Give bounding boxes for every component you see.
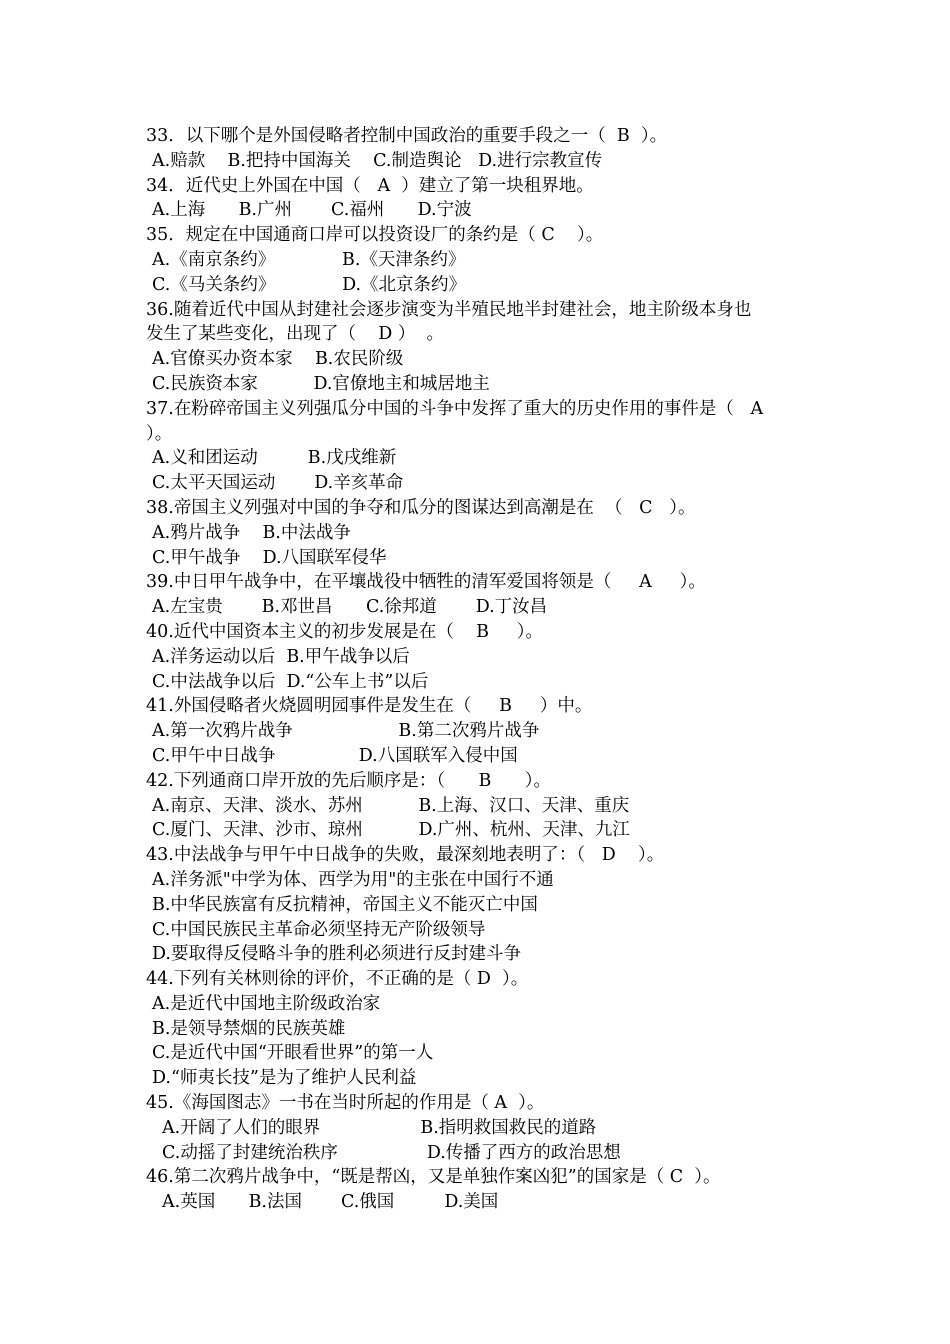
- question-35-options-row2: C.《马关条约》 D.《北京条约》: [152, 274, 467, 295]
- question-38-options-row2: C.甲午战争 D.八国联军侵华: [152, 547, 387, 568]
- question-37-stem-line1: 37.在粉碎帝国主义列强瓜分中国的斗争中发挥了重大的历史作用的事件是（ A: [146, 398, 764, 419]
- question-46-stem: 46.第二次鸦片战争中，“既是帮凶，又是单独作案凶犯”的国家是（ C ）。: [146, 1167, 721, 1188]
- question-46-options: A.英国 B.法国 C.俄国 D.美国: [162, 1192, 499, 1213]
- question-37-stem-line2: ）。: [146, 423, 173, 444]
- question-36-stem-line1: 36.随着近代中国从封建社会逐步演变为半殖民地半封建社会，地主阶级本身也: [146, 299, 752, 320]
- question-44-option-a: A.是近代中国地主阶级政治家: [152, 993, 381, 1014]
- question-35-stem: 35．规定在中国通商口岸可以投资设厂的条约是（ C ）。: [146, 225, 604, 246]
- question-37-options-row2: C.太平天国运动 D.辛亥革命: [152, 473, 404, 494]
- question-44-stem: 44.下列有关林则徐的评价，不正确的是（ D ）。: [146, 969, 529, 990]
- question-38-options-row1: A.鸦片战争 B.中法战争: [152, 522, 351, 543]
- question-44-option-b: B.是领导禁烟的民族英雄: [152, 1018, 346, 1039]
- question-45-stem: 45.《海国图志》一书在当时所起的作用是（ A ）。: [146, 1093, 545, 1114]
- question-34-stem: 34．近代史上外国在中国（ A ）建立了第一块租界地。: [146, 175, 594, 196]
- question-36-stem-line2: 发生了某些变化，出现了（ D ） 。: [146, 324, 444, 345]
- question-42-stem: 42.下列通商口岸开放的先后顺序是：（ B ）。: [146, 770, 551, 791]
- question-43-option-c: C.中国民族民主革命必须坚持无产阶级领导: [152, 919, 486, 940]
- question-40-options-row2: C.中法战争以后 D.“公车上书”以后: [152, 671, 429, 692]
- question-42-options-row2: C.厦门、天津、沙市、琼州 D.广州、杭州、天津、九江: [152, 820, 630, 841]
- question-list: [146, 124, 826, 1215]
- question-43-option-b: B.中华民族富有反抗精神，帝国主义不能灭亡中国: [152, 894, 538, 915]
- question-40-options-row1: A.洋务运动以后 B.甲午战争以后: [152, 646, 410, 667]
- question-40-stem: 40.近代中国资本主义的初步发展是在（ B ）。: [146, 621, 544, 642]
- question-43-option-d: D.要取得反侵略斗争的胜利必须进行反封建斗争: [152, 944, 521, 965]
- question-44-option-d: D.“师夷长技”是为了维护人民利益: [152, 1068, 417, 1089]
- question-37-options-row1: A.义和团运动 B.戊戌维新: [152, 448, 397, 469]
- question-41-options-row1: A.第一次鸦片战争 B.第二次鸦片战争: [152, 721, 540, 742]
- question-35-options-row1: A.《南京条约》 B.《天津条约》: [152, 249, 466, 270]
- question-39-stem: 39.中日甲午战争中，在平壤战役中牺牲的清军爱国将领是（ A ）。: [146, 572, 706, 593]
- question-39-options: A.左宝贵 B.邓世昌 C.徐邦道 D.丁汝昌: [152, 597, 548, 618]
- question-42-options-row1: A.南京、天津、淡水、苏州 B.上海、汉口、天津、重庆: [152, 795, 630, 816]
- question-36-options-row1: A.官僚买办资本家 B.农民阶级: [152, 349, 404, 370]
- question-33-stem: 33．以下哪个是外国侵略者控制中国政治的重要手段之一（ B ）。: [146, 126, 668, 146]
- question-36-options-row2: C.民族资本家 D.官僚地主和城居地主: [152, 373, 490, 394]
- question-43-stem: 43.中法战争与甲午中日战争的失败，最深刻地表明了：（ D ）。: [146, 845, 665, 866]
- question-45-options-row2: C.动摇了封建统治秩序 D.传播了西方的政治思想: [162, 1142, 621, 1163]
- question-44-option-c: C.是近代中国“开眼看世界”的第一人: [152, 1043, 434, 1064]
- question-43-option-a: A.洋务派"中学为体、西学为用"的主张在中国行不通: [152, 869, 554, 890]
- question-45-options-row1: A.开阔了人们的眼界 B.指明救国救民的道路: [162, 1117, 597, 1138]
- question-41-options-row2: C.甲午中日战争 D.八国联军入侵中国: [152, 745, 518, 766]
- question-33-options: A.赔款 B.把持中国海关 C.制造舆论 D.进行宗教宣传: [152, 150, 603, 171]
- question-34-options: A.上海 B.广州 C.福州 D.宁波: [152, 200, 472, 221]
- question-38-stem: 38.帝国主义列强对中国的争夺和瓜分的图谋达到高潮是在 （ C ）。: [146, 497, 696, 518]
- question-41-stem: 41.外国侵略者火烧圆明园事件是发生在（ B ）中。: [146, 696, 593, 717]
